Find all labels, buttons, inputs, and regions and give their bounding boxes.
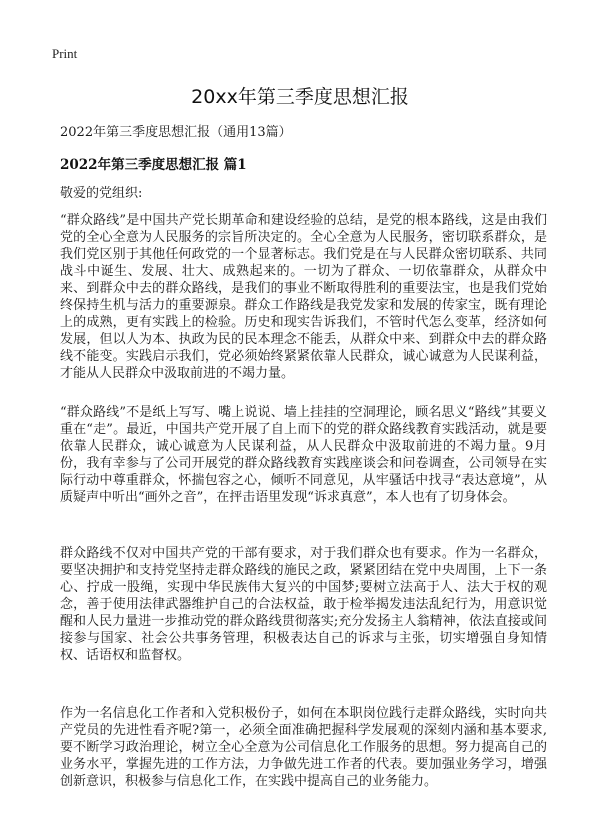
- body-paragraph-4: 作为一名信息化工作者和入党积极份子，如何在本职岗位践行走群众路线，实时向共产党员的先进性看齐呢?第一，必须全面准确把握科学发展观的深刻内涵和基本要求,要不断学习政治理论，树立全心全意为公司信息化工作服务的思想。努力提高自己的业务水平，掌握先进的工作方法，力争做先进工作者的代表。要加强业务学习，增强创新意识，积极参与信息化工作，在实践中提高自己的业务能力。: [60, 706, 547, 789]
- salutation: 敬爱的党组织:: [60, 186, 143, 201]
- document-title: 20xx年第三季度思想汇报: [191, 86, 409, 108]
- document-subtitle: 2022年第三季度思想汇报（通用13篇）: [60, 125, 292, 140]
- body-paragraph-2: “群众路线”不是纸上写写、嘴上说说、墙上挂挂的空洞理论，顾名思义“路线”其要义重在“走”。最近，中国共产党开展了自上而下的党的群众路线教育实践活动，就是要依靠人民群众，诚心诚意为人民谋利益，从人民群众中汲取前进的不竭力量。9月份，我有幸参与了公司开展党的群众路线教育实践座谈会和问卷调查，公司领导在实际行动中尊重群众，怀揣包容之心，倾听不同意见，从牢骚话中找寻“表达意境”，从质疑声中听出“画外之音”，在抨击语里发现“诉求真意”，本人也有了切身体会。: [60, 405, 547, 505]
- section-heading: 2022年第三季度思想汇报 篇1: [60, 157, 247, 173]
- print-link[interactable]: Print: [52, 46, 78, 61]
- body-paragraph-1: “群众路线”是中国共产党长期革命和建设经验的总结，是党的根本路线，这是由我们党的全心全意为人民服务的宗旨所决定的。全心全意为人民服务，密切联系群众，是我们党区别于其他任何政党的一个显著标志。我们党是在与人民群众密切联系、共同战斗中诞生、发展、壮大、成熟起来的。一切为了群众、一切依靠群众，从群众中来、到群众中去的群众路线，是我们的事业不断取得胜利的重要法宝，也是我们党始终保持生机与活力的重要源泉。群众工作路线是我党发家和发展的传家宝，既有理论上的成熟，更有实践上的检验。历史和现实告诉我们，不管时代怎么变革，经济如何发展，但以人为本、执政为民的民本理念不能丢，从群众中来、到群众中去的群众路线不能变。实践启示我们，党必须始终紧紧依靠人民群众，诚心诚意为人民谋利益，才能从人民群众中汲取前进的不竭力量。: [60, 213, 547, 381]
- body-paragraph-3: 群众路线不仅对中国共产党的干部有要求，对于我们群众也有要求。作为一名群众，要坚决拥护和支持党坚持走群众路线的施民之政，紧紧团结在党中央周围，上下一条心、拧成一股绳，实现中华民族伟大复兴的中国梦;要树立法高于人、法大于权的观念，善于使用法律武器维护自己的合法权益，敢于检举揭发违法乱纪行为，用意识觉醒和人民力量进一步推动党的群众路线贯彻落实;充分发扬主人翁精神，依法直接或间接参与国家、社会公共事务管理，积极表达自己的诉求与主张，切实增强自身知情权、话语权和监督权。: [60, 546, 547, 663]
